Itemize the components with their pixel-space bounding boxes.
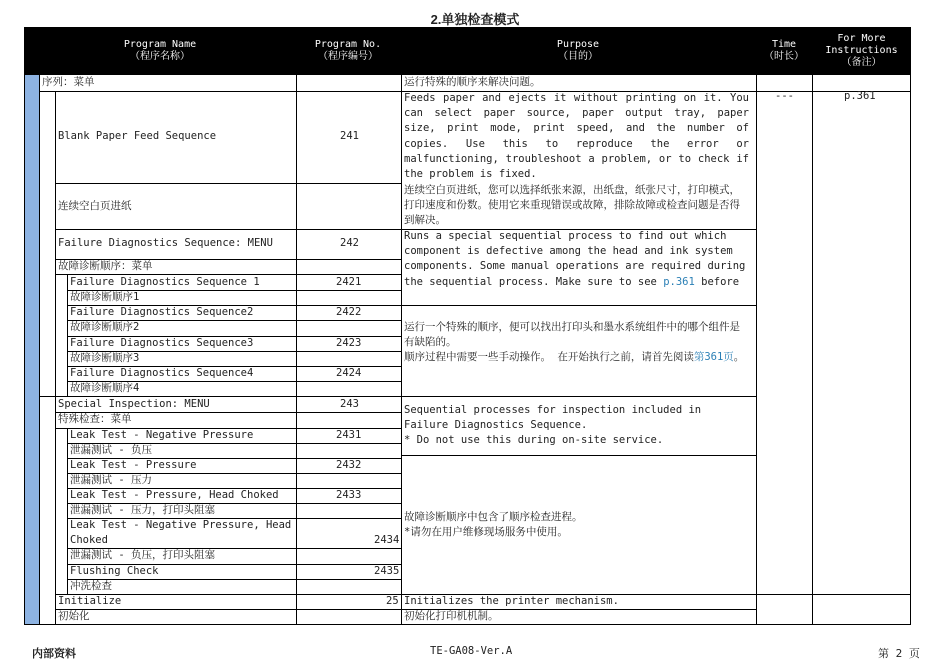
header-purpose-cn: （目的） <box>558 51 598 62</box>
seq3-name-cn: 故障诊断顺序3 <box>70 352 140 364</box>
leak4-name-cn: 泄漏测试 - 负压，打印头阻塞 <box>70 549 215 561</box>
blank-feed-name-cn: 连续空白页进纸 <box>58 200 132 212</box>
failure-purpose-cn-link[interactable]: 第361页 <box>693 351 734 364</box>
header-program-name-en: Program Name <box>123 39 197 50</box>
failure-purpose-en-2: Some manual operations are required during the sequential process. Make sure to see <box>404 260 746 288</box>
header-more <box>812 27 911 75</box>
failure-name-cn: 故障诊断顺序：菜单 <box>58 260 153 272</box>
header-more-1: For More <box>837 33 886 44</box>
flush-name: Flushing Check <box>70 565 159 577</box>
failure-name: Failure Diagnostics Sequence: MENU <box>58 237 273 249</box>
page-title: 2.单独检查模式 <box>430 12 520 27</box>
failure-purpose-cn <box>404 320 749 366</box>
seq2-name: Failure Diagnostics Sequence2 <box>70 306 254 318</box>
leak2-name-cn: 泄漏测试 - 压力 <box>70 474 152 486</box>
failure-purpose-cn-2: 顺序过程中需要一些手动操作。 在开始执行之前，请首先阅读 <box>404 351 694 364</box>
special-no: 243 <box>340 398 359 410</box>
failure-no: 242 <box>340 237 359 249</box>
init-name-cn: 初始化 <box>58 610 90 622</box>
blank-feed-purpose-en: Feeds paper and ejects it without printing on it. You can select paper source, paper output tray, paper size, print mode, print speed, and the number of copies. Use this to reproduce the error or malfunctioning, troubleshoot a problem, or to check if the problem is fixed. <box>404 92 749 181</box>
leak2-no: 2432 <box>336 459 362 471</box>
seq1-name-cn: 故障诊断顺序1 <box>70 291 140 303</box>
special-name-cn: 特殊检查：菜单 <box>58 413 132 425</box>
flush-no: 2435 <box>374 565 400 577</box>
leak1-no: 2431 <box>336 429 362 441</box>
header-time-en: Time <box>771 39 797 50</box>
leak4-no: 2434 <box>374 534 400 546</box>
init-no: 25 <box>386 595 399 607</box>
flush-name-cn: 冲洗检查 <box>70 580 112 592</box>
special-purpose-cn-note: *请勿在用户维修现场服务中使用。 <box>404 526 568 539</box>
header-time <box>756 27 812 75</box>
leak3-name-cn: 泄漏测试 - 压力，打印头阻塞 <box>70 504 215 516</box>
header-program-no-en: Program No. <box>314 39 382 50</box>
blank-feed-name: Blank Paper Feed Sequence <box>58 130 217 142</box>
seq1-name: Failure Diagnostics Sequence 1 <box>70 276 260 288</box>
footer-page: 第 2 页 <box>878 647 920 660</box>
seq3-name: Failure Diagnostics Sequence3 <box>70 337 254 349</box>
header-program-no-cn: （程序编号） <box>318 51 378 62</box>
leak4-name: Leak Test - Negative Pressure, Head Choked <box>70 519 292 547</box>
special-purpose-cn <box>404 510 749 540</box>
seq2-no: 2422 <box>336 306 362 318</box>
seq4-name-cn: 故障诊断顺序4 <box>70 382 140 394</box>
header-program-name <box>24 27 296 75</box>
seq-menu-label: 序列：菜单 <box>42 76 95 88</box>
leak1-name-cn: 泄漏测试 - 负压 <box>70 444 152 456</box>
special-purpose-en-note: * Do not use this during on-site service. <box>404 434 664 447</box>
blank-feed-time: --- <box>775 90 794 102</box>
leak1-name: Leak Test - Negative Pressure <box>70 429 254 441</box>
failure-purpose-en-3: before <box>701 275 740 288</box>
table-header <box>24 27 911 75</box>
header-purpose-en: Purpose <box>556 39 600 50</box>
special-purpose-cn-text: 故障诊断顺序中包含了顺序检查进程。 <box>404 511 583 523</box>
failure-purpose-cn-3: 。 <box>733 351 745 364</box>
failure-purpose-en <box>404 229 749 290</box>
seq4-no: 2424 <box>336 367 362 379</box>
leak3-no: 2433 <box>336 489 362 501</box>
blank-feed-purpose-cn: 连续空白页进纸，您可以选择纸张来源，出纸盘，纸张尺寸，打印模式，打印速度和份数。使用它来重现错误或故障，排除故障或检查问题是否得到解决。 <box>404 184 740 227</box>
init-purpose-en: Initializes the printer mechanism. <box>404 595 619 607</box>
footer-left: 内部资料 <box>32 648 76 660</box>
leak2-name: Leak Test - Pressure <box>70 459 197 471</box>
seq4-name: Failure Diagnostics Sequence4 <box>70 367 254 379</box>
failure-purpose-en-1: Runs a special sequential process to find out which component is defective among the head and ink system components. <box>404 230 733 273</box>
header-more-3: （备注） <box>841 57 882 68</box>
leak3-name: Leak Test - Pressure, Head Choked <box>70 489 279 501</box>
section-bar <box>24 75 39 624</box>
seq3-no: 2423 <box>336 337 362 349</box>
header-purpose <box>400 27 756 75</box>
special-purpose-en-text: Sequential processes for inspection included in Failure Diagnostics Sequence. <box>404 404 702 432</box>
special-purpose-en <box>404 403 749 449</box>
init-purpose-cn: 初始化打印机机制。 <box>404 610 499 622</box>
seq1-no: 2421 <box>336 276 362 288</box>
special-name: Special Inspection: MENU <box>58 398 210 410</box>
header-program-name-cn: （程序名称） <box>130 51 190 62</box>
header-more-2: Instructions <box>825 45 898 56</box>
seq2-name-cn: 故障诊断顺序2 <box>70 321 140 333</box>
failure-purpose-cn-1: 运行一个特殊的顺序，便可以找出打印头和墨水系统组件中的哪个组件是有缺陷的。 <box>404 321 740 349</box>
header-program-no <box>296 27 400 75</box>
header-time-cn: （时长） <box>764 51 804 62</box>
seq-menu-purpose: 运行特殊的顺序来解决问题。 <box>404 76 541 88</box>
footer-center: TE-GA08-Ver.A <box>430 645 513 657</box>
failure-purpose-en-link[interactable]: p.361 <box>663 275 695 288</box>
blank-feed-more: p.361 <box>844 90 876 102</box>
init-name: Initialize <box>58 595 122 607</box>
blank-feed-no: 241 <box>340 130 359 142</box>
